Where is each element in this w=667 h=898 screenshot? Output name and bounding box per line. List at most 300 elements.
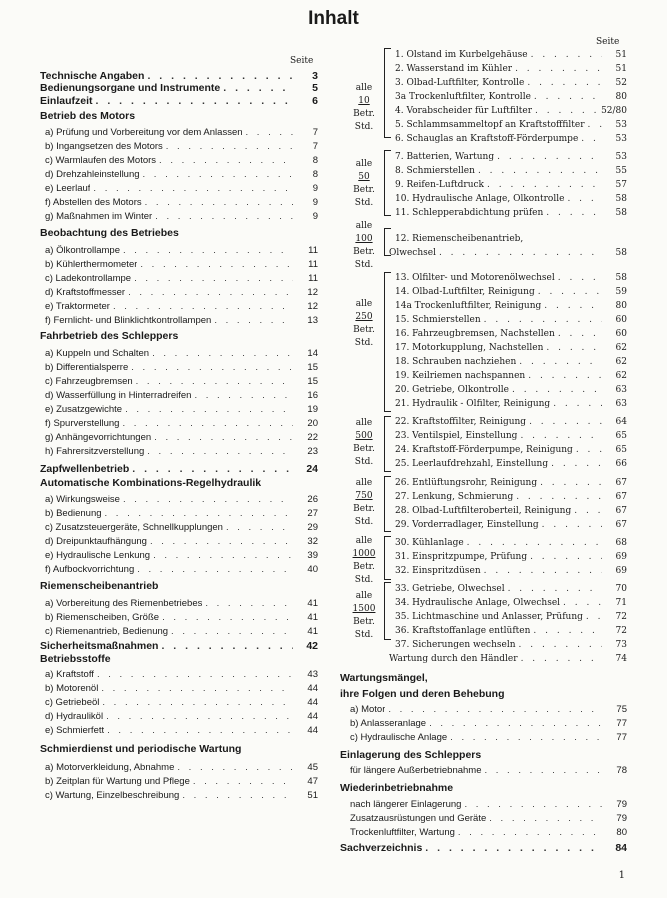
toc-page-number: 41	[307, 598, 318, 609]
leader-dots	[489, 813, 602, 824]
toc-entry[interactable]	[45, 197, 318, 208]
leader-dots	[551, 459, 602, 469]
toc-page-number: 8	[312, 169, 318, 180]
leader-dots	[429, 718, 602, 729]
toc-page-number: 9	[312, 211, 318, 222]
toc-entry-text: Wiederinbetriebnahme	[340, 782, 454, 794]
toc-page-number: 84	[615, 842, 627, 854]
toc-entry-text: a) Vorbereitung des Riemenbetriebes	[45, 598, 203, 609]
leader-dots	[140, 259, 293, 270]
interval-alle: alle	[355, 418, 373, 428]
toc-heading[interactable]	[40, 95, 318, 107]
toc-page-number: 53	[615, 134, 627, 144]
toc-page-number: 57	[615, 180, 627, 190]
toc-page-number: 44	[307, 725, 318, 736]
interval-label	[346, 590, 382, 642]
toc-entry[interactable]	[45, 598, 318, 609]
toc-entry[interactable]	[45, 564, 318, 575]
toc-entry[interactable]	[395, 552, 627, 562]
leader-dots	[96, 95, 293, 107]
toc-entry[interactable]	[45, 776, 318, 787]
toc-heading[interactable]	[340, 842, 627, 854]
toc-entry[interactable]	[350, 718, 627, 729]
toc-entry-text: 3. Ölbad-Luftfilter, Kontrolle	[395, 78, 525, 88]
leader-dots	[521, 654, 602, 664]
leader-dots	[134, 273, 293, 284]
toc-page-number: 44	[307, 711, 318, 722]
toc-entry-text: Ölwechsel	[389, 248, 436, 258]
toc-page-number: 77	[616, 718, 627, 729]
interval-b: Betr.	[353, 109, 375, 119]
toc-entry[interactable]	[45, 725, 318, 736]
page-title: Inhalt	[308, 8, 359, 29]
leader-dots	[226, 522, 293, 533]
interval-s: Std.	[354, 338, 374, 348]
leader-dots	[147, 70, 293, 82]
seite-label-left: Seite	[290, 56, 314, 66]
toc-entry[interactable]	[45, 612, 318, 623]
toc-page-number: 63	[615, 399, 627, 409]
toc-heading[interactable]	[40, 653, 318, 665]
toc-entry-text: 4. Vorabscheider für Luftfilter	[395, 106, 533, 116]
toc-entry-text: 19. Keilriemen nachspannen	[395, 371, 526, 381]
interval-bracket	[384, 536, 385, 580]
toc-page-number: 58	[615, 194, 627, 204]
leader-dots	[581, 134, 602, 144]
toc-page-number: 43	[307, 669, 318, 680]
toc-entry[interactable]	[395, 357, 627, 367]
toc-entry-text: Einlaufzeit	[40, 95, 93, 107]
toc-page-number: 52	[615, 78, 627, 88]
leader-dots	[425, 842, 602, 854]
toc-entry-text: h) Fahrersitzverstellung	[45, 446, 145, 457]
toc-entry[interactable]	[45, 432, 318, 443]
leader-dots	[152, 348, 293, 359]
toc-heading[interactable]	[340, 782, 627, 794]
toc-entry-text: 24. Kraftstoff-Förderpumpe, Reinigung	[395, 445, 573, 455]
leader-dots	[546, 343, 602, 353]
toc-entry[interactable]	[350, 827, 627, 838]
toc-entry-text: Schmierdienst und periodische Wartung	[40, 743, 242, 755]
toc-entry-text: d) Hydrauliköl	[45, 711, 104, 722]
toc-page-number: 44	[307, 683, 318, 694]
toc-entry-text: g) Anhängevorrichtungen	[45, 432, 152, 443]
toc-entry[interactable]	[395, 78, 627, 88]
toc-entry[interactable]	[45, 669, 318, 680]
toc-heading[interactable]	[340, 688, 627, 700]
toc-entry[interactable]	[395, 640, 627, 650]
interval-label	[346, 477, 382, 529]
toc-page-number: 68	[615, 538, 627, 548]
toc-entry[interactable]	[45, 390, 318, 401]
toc-page-number: 45	[307, 762, 318, 773]
toc-page-number: 70	[615, 584, 627, 594]
interval-bracket	[384, 228, 385, 256]
toc-page-number: 3	[312, 70, 318, 82]
toc-entry[interactable]	[395, 520, 627, 530]
toc-page-number: 78	[616, 765, 627, 776]
leader-dots	[497, 152, 602, 162]
toc-entry[interactable]	[395, 106, 627, 116]
toc-page-number: 23	[307, 446, 318, 457]
toc-entry-text: e) Hydraulische Lenkung	[45, 550, 151, 561]
toc-entry-text: b) Bedienung	[45, 508, 102, 519]
toc-entry[interactable]	[395, 180, 627, 190]
leader-dots	[519, 640, 602, 650]
leader-dots	[520, 431, 602, 441]
leader-dots	[97, 669, 293, 680]
toc-entry[interactable]	[395, 478, 627, 488]
leader-dots	[159, 155, 293, 166]
toc-entry[interactable]	[395, 399, 627, 409]
toc-page-number: 51	[307, 790, 318, 801]
toc-entry-text: 25. Leerlaufdrehzahl, Einstellung	[395, 459, 549, 469]
leader-dots	[484, 315, 602, 325]
toc-entry-text: Sicherheitsmaßnahmen	[40, 640, 159, 652]
toc-page-number: 52/80	[601, 106, 627, 116]
toc-entry[interactable]	[395, 234, 627, 244]
toc-entry[interactable]	[45, 536, 318, 547]
toc-entry-text: 16. Fahrzeugbremsen, Nachstellen	[395, 329, 555, 339]
toc-heading[interactable]	[340, 672, 627, 684]
toc-page-number: 9	[312, 183, 318, 194]
toc-entry-text: 28. Ölbad-Luftfilteroberteil, Reinigung	[395, 506, 572, 516]
toc-entry[interactable]	[395, 506, 627, 516]
toc-entry[interactable]	[395, 208, 627, 218]
leader-dots	[171, 626, 293, 637]
toc-entry[interactable]	[45, 550, 318, 561]
toc-entry[interactable]	[45, 155, 318, 166]
leader-dots	[154, 432, 293, 443]
toc-page-number: 42	[306, 640, 318, 652]
toc-entry[interactable]	[45, 522, 318, 533]
toc-entry[interactable]	[350, 799, 627, 810]
toc-heading[interactable]	[40, 477, 318, 489]
toc-entry-text: Technische Angaben	[40, 70, 145, 82]
leader-dots	[576, 445, 602, 455]
toc-entry-text: Zapfwellenbetrieb	[40, 463, 130, 475]
toc-entry[interactable]	[45, 245, 318, 256]
toc-page-number: 6	[312, 95, 318, 107]
toc-heading[interactable]	[40, 70, 318, 82]
leader-dots	[193, 776, 293, 787]
toc-entry[interactable]	[350, 704, 627, 715]
toc-page-number: 69	[615, 552, 627, 562]
toc-entry-text: 1. Ölstand im Kurbelgehäuse	[395, 50, 528, 60]
toc-entry[interactable]	[45, 494, 318, 505]
toc-entry-text: e) Leerlauf	[45, 183, 91, 194]
toc-entry-text: c) Warmlaufen des Motors	[45, 155, 157, 166]
toc-entry-text: Trockenluftfilter, Wartung	[350, 827, 455, 838]
leader-dots	[533, 626, 602, 636]
leader-dots	[177, 762, 293, 773]
toc-page-number: 58	[615, 248, 627, 258]
toc-page-number: 59	[615, 287, 627, 297]
toc-entry[interactable]	[395, 431, 627, 441]
toc-entry-text: b) Zeitplan für Wartung und Pflege	[45, 776, 190, 787]
toc-entry[interactable]	[395, 315, 627, 325]
toc-entry[interactable]	[45, 683, 318, 694]
leader-dots	[487, 180, 602, 190]
toc-entry[interactable]	[395, 166, 627, 176]
toc-entry[interactable]	[395, 152, 627, 162]
toc-entry[interactable]	[395, 329, 627, 339]
toc-entry[interactable]	[45, 141, 318, 152]
toc-page-number: 80	[615, 301, 627, 311]
interval-n: 500	[355, 431, 373, 441]
toc-entry-text: 6. Schauglas an Kraftstoff-Förderpumpe	[395, 134, 579, 144]
interval-bracket	[384, 272, 385, 412]
interval-b: Betr.	[353, 617, 375, 627]
toc-entry[interactable]	[45, 211, 318, 222]
toc-entry-text: c) Hydraulische Anlage	[350, 732, 448, 743]
toc-entry[interactable]	[45, 762, 318, 773]
toc-page-number: 19	[307, 404, 318, 415]
toc-page-number: 51	[615, 64, 627, 74]
toc-entry[interactable]	[350, 765, 627, 776]
toc-entry-text: f) Aufbockvorrichtung	[45, 564, 135, 575]
toc-entry[interactable]	[395, 92, 627, 102]
leader-dots	[132, 463, 293, 475]
toc-entry[interactable]	[395, 273, 627, 283]
leader-dots	[122, 418, 293, 429]
leader-dots	[467, 538, 602, 548]
toc-entry-text: a) Motor	[350, 704, 386, 715]
toc-entry[interactable]	[389, 248, 627, 258]
leader-dots	[534, 92, 602, 102]
toc-entry[interactable]	[395, 538, 627, 548]
toc-page-number: 7	[312, 141, 318, 152]
toc-entry[interactable]	[395, 64, 627, 74]
toc-entry-text: b) Anlasseranlage	[350, 718, 427, 729]
toc-page-number: 67	[615, 492, 627, 502]
toc-page-number: 41	[307, 612, 318, 623]
toc-entry-text: 20. Getriebe, Ölkontrolle	[395, 385, 509, 395]
toc-entry[interactable]	[350, 732, 627, 743]
toc-heading[interactable]	[40, 227, 318, 239]
toc-entry[interactable]	[350, 813, 627, 824]
toc-entry-text: ihre Folgen und deren Behebung	[340, 688, 505, 700]
toc-entry-text: 21. Hydraulik - Ölfilter, Reinigung	[395, 399, 551, 409]
interval-alle: alle	[355, 83, 373, 93]
toc-heading[interactable]	[40, 580, 318, 592]
toc-entry[interactable]	[45, 348, 318, 359]
toc-page-number: 72	[615, 626, 627, 636]
toc-heading[interactable]	[40, 463, 318, 475]
toc-entry[interactable]	[395, 417, 627, 427]
leader-dots	[166, 141, 293, 152]
interval-n: 750	[355, 491, 373, 501]
toc-entry[interactable]	[395, 50, 627, 60]
toc-entry-text: e) Traktormeter	[45, 301, 110, 312]
interval-b: Betr.	[353, 185, 375, 195]
toc-page-number: 67	[615, 520, 627, 530]
toc-entry-text: 10. Hydraulische Anlage, Ölkontrolle	[395, 194, 565, 204]
toc-entry-text: b) Kühlerthermometer	[45, 259, 138, 270]
toc-page-number: 41	[307, 626, 318, 637]
toc-entry-text: d) Kraftstoffmesser	[45, 287, 126, 298]
interval-bracket	[384, 416, 385, 472]
interval-label	[346, 298, 382, 350]
leader-dots	[485, 765, 603, 776]
leader-dots	[194, 390, 293, 401]
toc-entry-text: d) Dreipunktaufhängung	[45, 536, 147, 547]
toc-entry[interactable]	[395, 194, 627, 204]
toc-page-number: 11	[308, 259, 318, 270]
toc-heading[interactable]	[340, 749, 627, 761]
interval-n: 100	[355, 234, 373, 244]
toc-entry[interactable]	[395, 343, 627, 353]
toc-entry[interactable]	[395, 445, 627, 455]
toc-heading[interactable]	[40, 640, 318, 652]
toc-entry[interactable]	[45, 273, 318, 284]
leader-dots	[150, 536, 293, 547]
leader-dots	[107, 725, 293, 736]
leader-dots	[530, 552, 602, 562]
toc-entry-text: Bedienungsorgane und Instrumente	[40, 82, 221, 94]
toc-entry[interactable]	[395, 459, 627, 469]
toc-entry-text: g) Maßnahmen im Winter	[45, 211, 153, 222]
leader-dots	[153, 550, 293, 561]
toc-entry[interactable]	[45, 183, 318, 194]
toc-page-number: 72	[615, 612, 627, 622]
toc-page-number: 8	[312, 155, 318, 166]
toc-entry[interactable]	[45, 697, 318, 708]
toc-entry[interactable]	[45, 508, 318, 519]
toc-entry-text: 13. Ölfilter- und Motorenölwechsel	[395, 273, 555, 283]
toc-page-number: 5	[312, 82, 318, 94]
toc-entry[interactable]	[45, 790, 318, 801]
toc-entry[interactable]	[395, 598, 627, 608]
toc-heading[interactable]	[40, 330, 318, 342]
toc-heading[interactable]	[40, 110, 318, 122]
toc-page-number: 11	[308, 245, 318, 256]
toc-entry-text: 36. Kraftstoffanlage entlüften	[395, 626, 531, 636]
toc-heading[interactable]	[40, 743, 318, 755]
toc-entry[interactable]	[395, 120, 627, 130]
leader-dots	[105, 508, 293, 519]
toc-page-number: 69	[615, 566, 627, 576]
toc-entry[interactable]	[395, 626, 627, 636]
leader-dots	[586, 612, 602, 622]
leader-dots	[136, 376, 293, 387]
toc-entry[interactable]	[395, 287, 627, 297]
toc-entry-text: Betriebsstoffe	[40, 653, 111, 665]
toc-page-number: 22	[307, 432, 318, 443]
toc-page-number: 51	[615, 50, 627, 60]
toc-page-number: 74	[615, 654, 627, 664]
leader-dots	[542, 520, 602, 530]
toc-entry[interactable]	[45, 626, 318, 637]
toc-page-number: 64	[615, 417, 627, 427]
leader-dots	[205, 598, 293, 609]
toc-entry[interactable]	[45, 127, 318, 138]
toc-entry-text: a) Wirkungsweise	[45, 494, 120, 505]
toc-entry[interactable]	[389, 654, 627, 664]
toc-entry[interactable]	[45, 287, 318, 298]
toc-page-number: 13	[307, 315, 318, 326]
toc-entry-text: 32. Einspritzdüsen	[395, 566, 481, 576]
toc-page-number: 67	[615, 478, 627, 488]
toc-page-number: 12	[307, 287, 318, 298]
leader-dots	[106, 711, 293, 722]
toc-entry-text: 26. Entlüftungsrohr, Reinigung	[395, 478, 538, 488]
toc-entry-text: f) Fernlicht- und Blinklichtkontrollampen	[45, 315, 212, 326]
toc-entry[interactable]	[45, 259, 318, 270]
toc-heading[interactable]	[40, 82, 318, 94]
toc-entry[interactable]	[45, 418, 318, 429]
toc-entry[interactable]	[45, 301, 318, 312]
leader-dots	[588, 120, 602, 130]
interval-b: Betr.	[353, 247, 375, 257]
toc-page-number: 53	[615, 152, 627, 162]
toc-entry-text: c) Fahrzeugbremsen	[45, 376, 133, 387]
leader-dots	[161, 640, 293, 652]
toc-entry[interactable]	[45, 376, 318, 387]
interval-alle: alle	[355, 221, 373, 231]
toc-entry[interactable]	[395, 385, 627, 395]
interval-s: Std.	[354, 260, 374, 270]
toc-page-number: 26	[307, 494, 318, 505]
interval-b: Betr.	[353, 325, 375, 335]
toc-entry[interactable]	[395, 371, 627, 381]
interval-n: 50	[358, 172, 370, 182]
page-number: 1	[618, 870, 625, 881]
leader-dots	[529, 417, 602, 427]
interval-label	[346, 158, 382, 210]
toc-entry[interactable]	[395, 301, 627, 311]
toc-page-number: 27	[307, 508, 318, 519]
interval-s: Std.	[354, 575, 374, 585]
leader-dots	[567, 194, 602, 204]
toc-entry[interactable]	[45, 404, 318, 415]
toc-page-number: 44	[307, 697, 318, 708]
toc-entry[interactable]	[45, 169, 318, 180]
toc-entry[interactable]	[395, 584, 627, 594]
leader-dots	[125, 404, 293, 415]
toc-entry[interactable]	[45, 315, 318, 326]
toc-entry[interactable]	[395, 612, 627, 622]
interval-bracket	[384, 476, 385, 532]
toc-entry-text: 35. Lichtmaschine und Anlasser, Prüfung	[395, 612, 583, 622]
leader-dots	[484, 566, 602, 576]
toc-entry-text: 12. Riemenscheibenantrieb,	[395, 234, 524, 244]
toc-entry[interactable]	[45, 362, 318, 373]
toc-entry[interactable]	[395, 492, 627, 502]
leader-dots	[544, 301, 602, 311]
toc-entry[interactable]	[395, 566, 627, 576]
toc-entry-text: Riemenscheibenantrieb	[40, 580, 159, 592]
interval-n: 1500	[352, 604, 376, 614]
leader-dots	[538, 287, 602, 297]
toc-entry[interactable]	[45, 711, 318, 722]
leader-dots	[388, 704, 602, 715]
toc-page-number: 55	[615, 166, 627, 176]
toc-page-number: 58	[615, 208, 627, 218]
toc-entry-text: Beobachtung des Betriebes	[40, 227, 179, 239]
leader-dots	[101, 683, 293, 694]
toc-entry-text: 37. Sicherungen wechseln	[395, 640, 516, 650]
toc-page-number: 77	[616, 732, 627, 743]
toc-page-number: 11	[308, 273, 318, 284]
toc-entry[interactable]	[45, 446, 318, 457]
leader-dots	[574, 506, 602, 516]
toc-entry-text: Fahrbetrieb des Schleppers	[40, 330, 179, 342]
toc-page-number: 47	[307, 776, 318, 787]
leader-dots	[131, 362, 293, 373]
toc-entry[interactable]	[395, 134, 627, 144]
toc-entry-text: 17. Motorkupplung, Nachstellen	[395, 343, 544, 353]
